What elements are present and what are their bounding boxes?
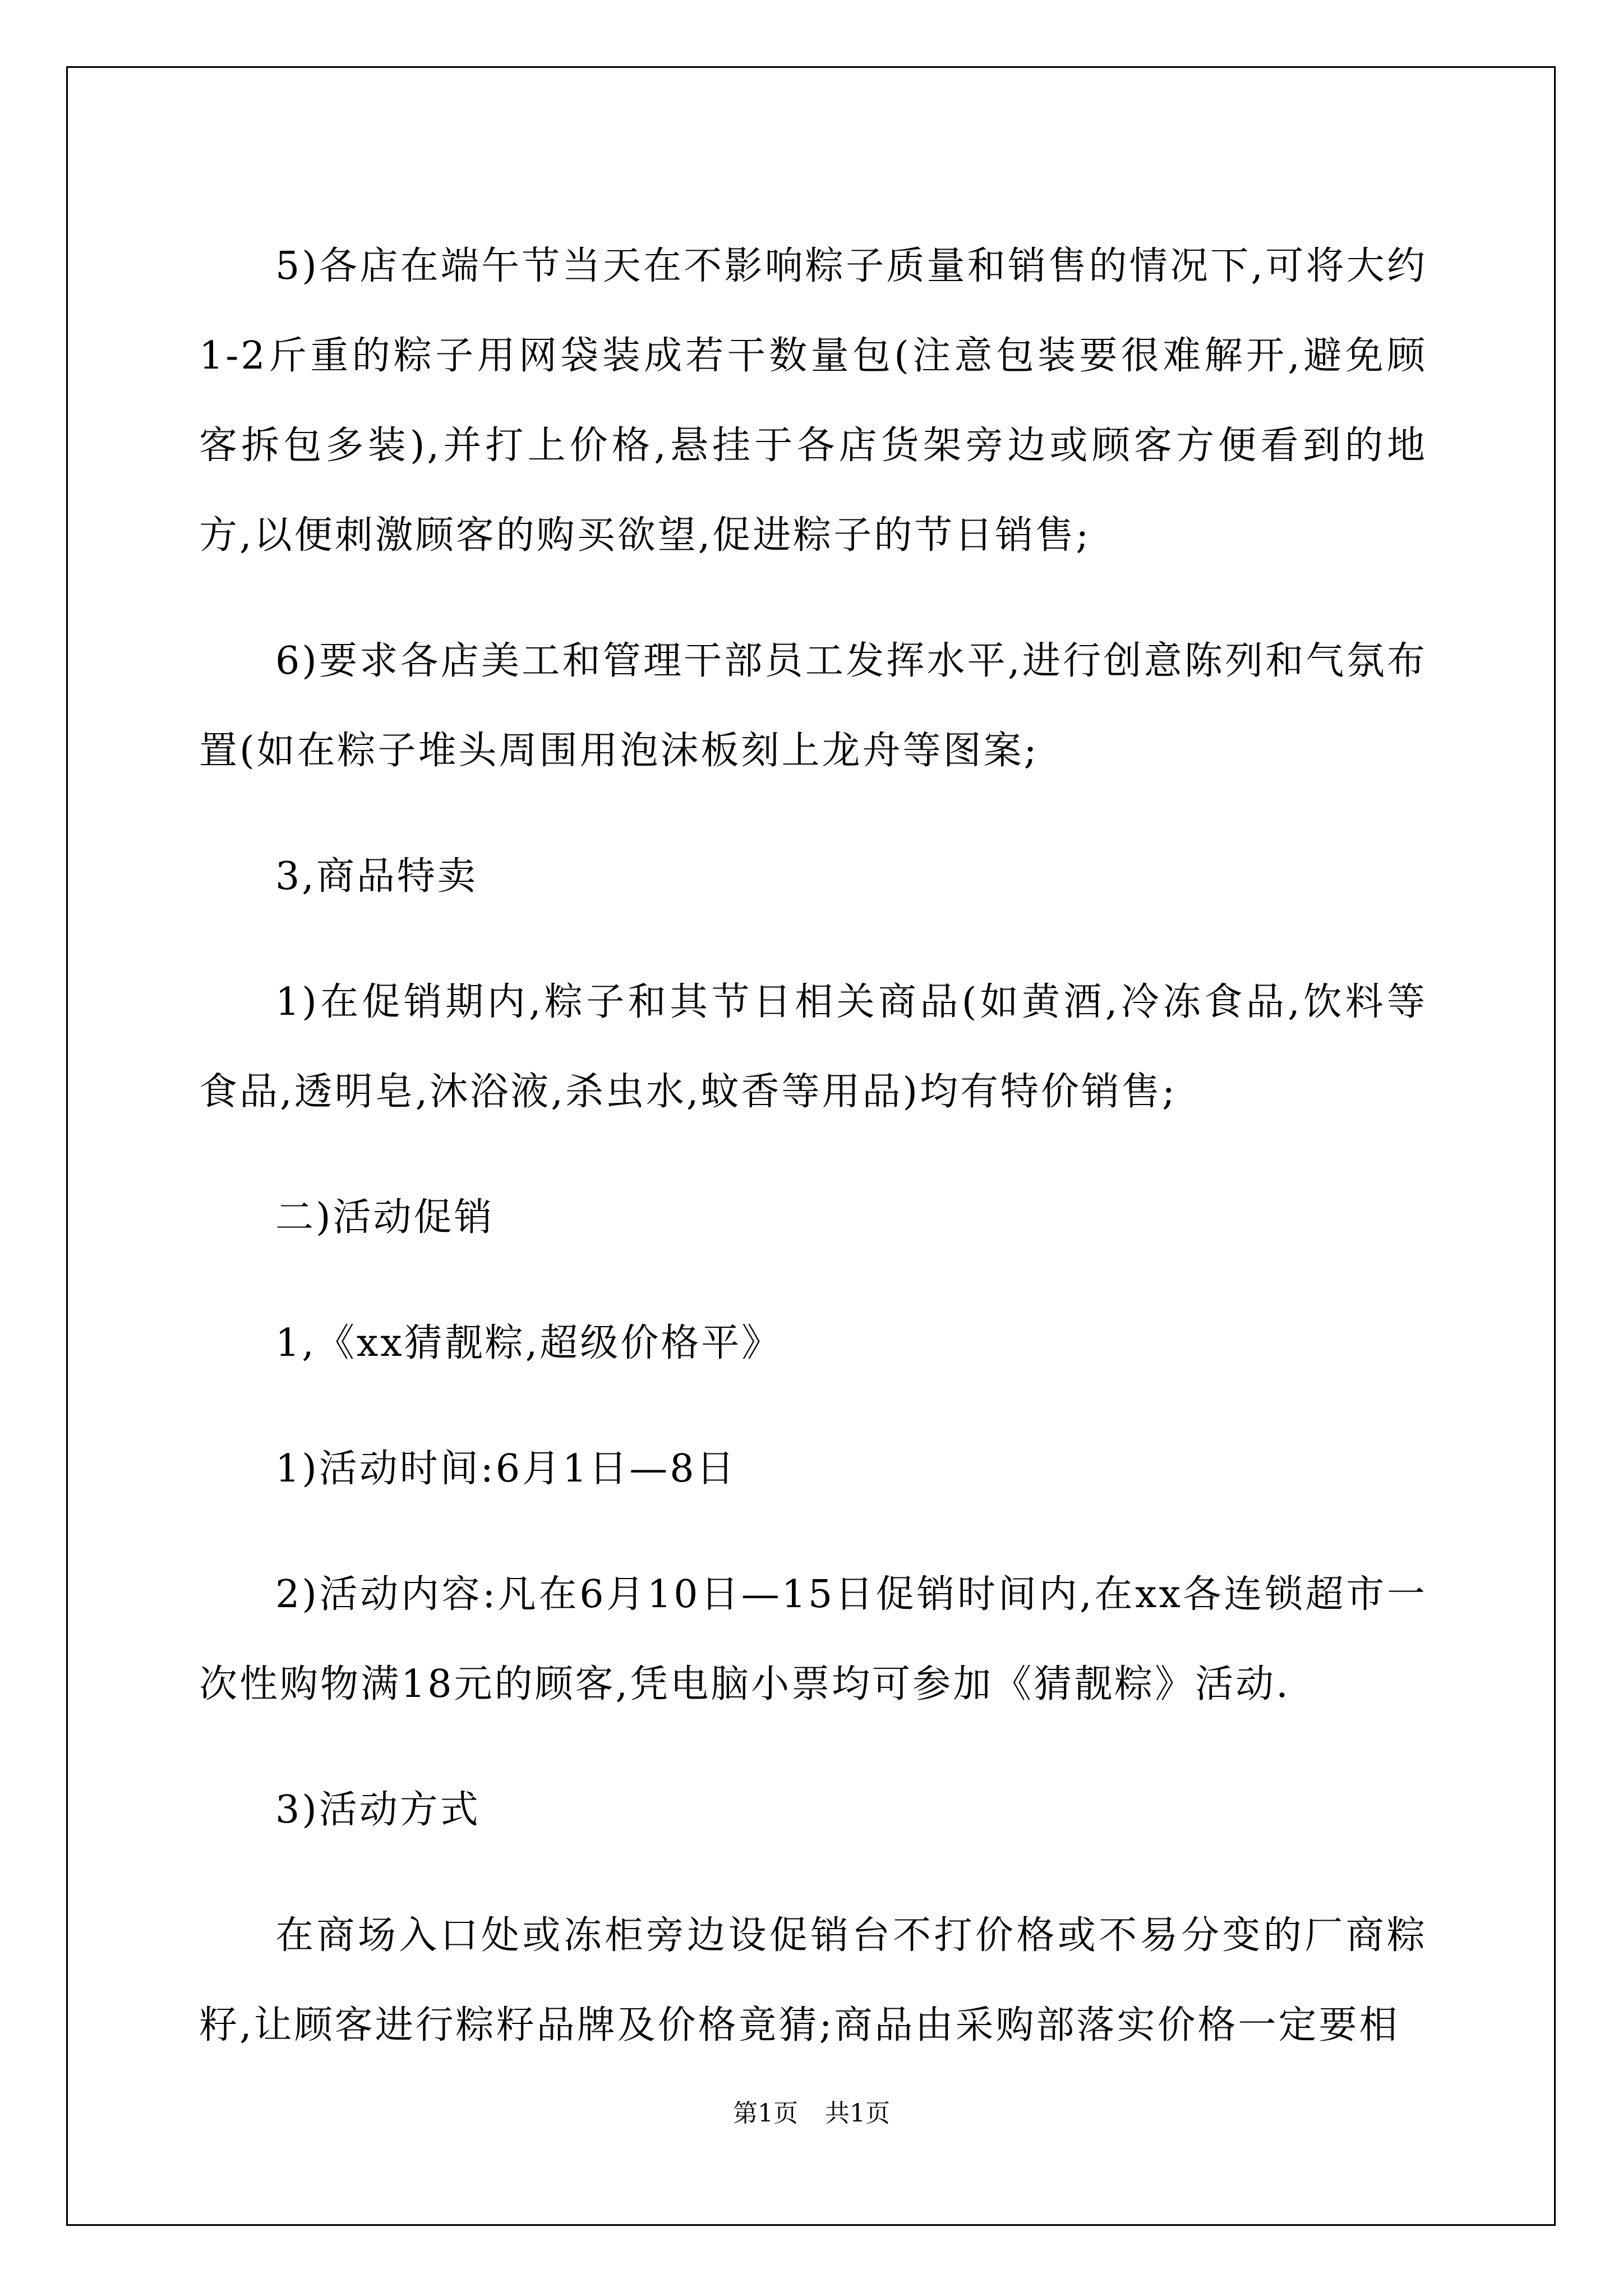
paragraph-6: 1,《xx猜靓粽,超级价格平》 [275,1321,782,1365]
paragraph-3: 3,商品特卖 [275,854,478,899]
paragraph-5: 二)活动促销 [275,1195,495,1240]
paragraph-8: 2)活动内容:凡在6月10日—15日促销时间内,在xx各连锁超市一次性购物满18元的顾客,凭电脑小票均可参加《猜靓粽》活动. [199,1572,1427,1706]
document-body [199,222,1427,2070]
paragraph-7: 1)活动时间:6月1日—8日 [275,1447,737,1491]
page-total: 共1页 [825,2099,890,2128]
paragraph-9: 3)活动方式 [275,1788,481,1832]
paragraph-4: 1)在促销期内,粽子和其节日相关商品(如黄酒,冷冻食品,饮料等食品,透明皂,沐浴液,杀虫水,蚊香等用品)均有特价销售; [199,980,1427,1114]
page-footer [0,2097,1623,2131]
paragraph-1: 5)各店在端午节当天在不影响粽子质量和销售的情况下,可将大约1-2斤重的粽子用网袋装成若干数量包(注意包装要很难解开,避免顾客拆包多装),并打上价格,悬挂于各店货架旁边或顾客方便看到的地方,以便刺激顾客的购买欲望,促进粽子的节日销售; [199,244,1427,558]
paragraph-2: 6)要求各店美工和管理干部员工发挥水平,进行创意陈列和气氛布置(如在粽子堆头周围用泡沫板刻上龙舟等图案; [199,639,1427,773]
page-number: 第1页 [733,2099,798,2128]
paragraph-10: 在商场入口处或冻柜旁边设促销台不打价格或不易分变的厂商粽籽,让顾客进行粽籽品牌及价格竟猜;商品由采购部落实价格一定要相 [199,1913,1427,2047]
